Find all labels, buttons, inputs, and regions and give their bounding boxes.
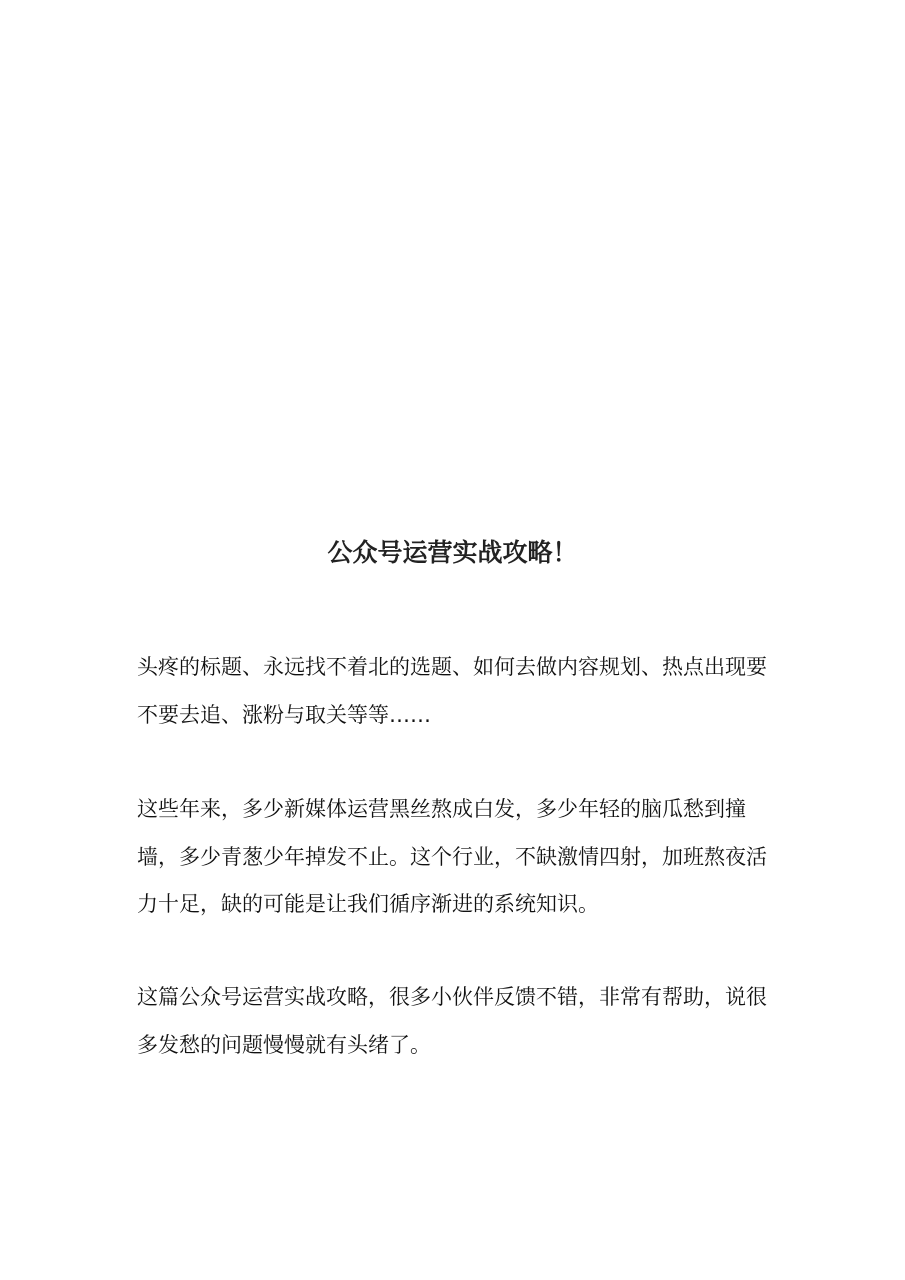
- document-title: 公众号运营实战攻略！: [327, 538, 578, 567]
- paragraph-feedback: 这篇公众号运营实战攻略，很多小伙伴反馈不错，非常有帮助，说很多发愁的问题慢慢就有头绪了。: [137, 985, 767, 1057]
- paragraph-intro: 头疼的标题、永远找不着北的选题、如何去做内容规划、热点出现要不要去追、涨粉与取关等等……: [137, 655, 767, 727]
- paragraph-industry: 这些年来，多少新媒体运营黑丝熬成白发，多少年轻的脑瓜愁到撞墙，多少青葱少年掉发不止。这个行业，不缺激情四射，加班熬夜活力十足，缺的可能是让我们循序渐进的系统知识。: [137, 797, 767, 916]
